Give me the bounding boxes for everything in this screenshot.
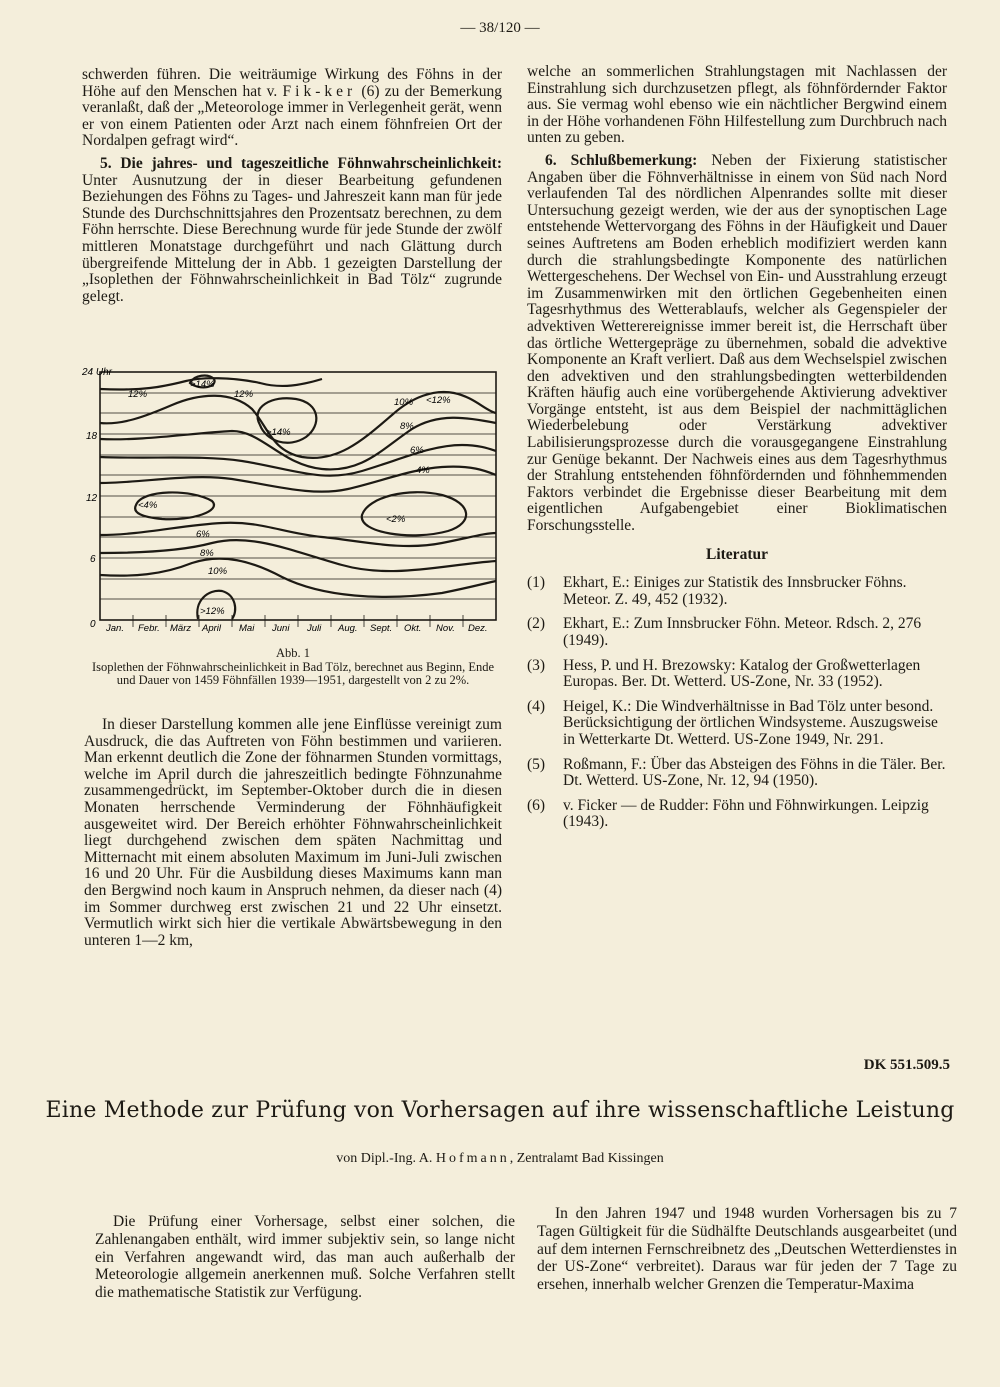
contour-4 (100, 467, 496, 492)
reference-number: (5) (527, 755, 546, 773)
reference-text: Heigel, K.: Die Windverhältnisse in Bad Tölz unter besond. Berücksichtigung der örtlichen Windsysteme. Auszugsweise in Wetterkarte Dt. Wetterd. US-Zone 1949, Nr. 291. (563, 697, 938, 748)
dk-classification: DK 551.509.5 (863, 1057, 950, 1073)
month-label: Mai (239, 623, 255, 634)
literature-heading: Literatur (706, 545, 768, 563)
contour-label: 8% (400, 421, 414, 432)
y-tick-label: 12 (86, 493, 98, 504)
text-run: (6) zu der Bemerkung veranlaßt, daß der „Meteorologe immer in Verlegenheit gerät, wenn er von einem Patienten oder Arzt nach einem föhnfreien Ort der Nordalpen gefragt wird“. (82, 82, 502, 150)
month-label: Okt. (404, 623, 422, 634)
contour-label: 10% (394, 397, 414, 408)
paragraph (82, 67, 502, 150)
contour-label: <12% (426, 395, 451, 406)
right-column (527, 64, 947, 839)
reference-item (527, 798, 947, 831)
contour-label: 8% (200, 548, 214, 559)
contour-8 (100, 418, 496, 470)
month-label: Febr. (138, 623, 160, 634)
paragraph: welche an sommerlichen Strahlungstagen mit Nachlassen der Einstrahlung sich durchzusetzen pflegt, als föhnfördernder Faktor aus. Sie vermag wohl ebenso wie ein nächtlicher Bergwind einem in der Höhe vorhandenen Föhn Hilfestellung zum Durchbruch nach unten zu geben. (527, 63, 947, 147)
month-label: Juni (272, 623, 290, 634)
text-run: schwerden führen. Die weiträumige Wirkung des Föhns in der Höhe auf den Menschen hat v. (82, 66, 502, 100)
paragraph: In den Jahren 1947 und 1948 wurden Vorhersagen bis zu 7 Tagen Gültigkeit für die Südhälfte Deutschlands ausgearbeitet (und auf dem internen Fernschreibnetz des „Deutschen Wetterdienstes in der US-Zone“ verbreitet). Daraus war für jeden der 7 Tage zu ersehen, innerhalb welcher Grenzen die Temperatur-Maxima (537, 1205, 957, 1294)
month-label: Aug. (338, 623, 358, 634)
paragraph: In dieser Darstellung kommen alle jene Einflüsse vereinigt zum Ausdruck, die das Auftreten von Föhn bestimmen und variieren. Man erkennt deutlich die Zone der föhnarmen Stunden vormittags, welche im April durch die jahreszeitlich bedingte Föhnzunahme zusammengedrückt, im September-Oktober durch die in diesen Monaten herrschende Verminderung der Föhnhäufigkeit ausgeweitet wird. Der Bereich erhöhter Föhnwahrscheinlichkeit liegt durchgehend zwischen dem späten Nachmittag und Mitternacht mit einem absoluten Maximum im Juni-Juli zwischen 16 und 20 Uhr. Für die Ausbildung dieses Maximums kann man den Bergwind noch kaum in Anspruch nehmen, da dieser nach (4) im Sommer durchweg erst zwischen 21 und 22 Uhr einsetzt. Vermutlich wirkt sich hier die vertikale Abwärtsbewegung in den unteren 1—2 km, (84, 716, 502, 949)
byline-affiliation: , Zentralamt Bad Kissingen (509, 1151, 664, 1166)
text-run: Neben der Fixierung statistischer Angaben über die Föhnverhältnisse in einem von Süd nach Nord verlaufenden Tal des nördlichen Alpenrandes sollte mit dieser Untersuchung gezeigt werden, wie der aus der synoptischen Lage entstehende Wettervorgang des Föhns in der Häufigkeit und Dauer seines Auftretens am Boden erheblich modifiziert werden kann durch die strahlungsbedingte Komponente des natürlichen Wettergeschehens. Der Wechsel von Ein- und Ausstrahlung erzeugt im Zusammenwirken mit den örtlichen Gegebenheiten einen Tagesrhythmus des Wetterablaufs, welcher als Gegenspieler der advektiven Wetterereignisse immer bereit ist, die Herrschaft über das örtliche Wettergepräge zu übernehmen, sobald die advektive Komponente an Kraft verliert. Daß aus dem Wechselspiel zwischen den advektiven und den strahlungsbedingten wetterbildenden Kräften häufig auch eine vorübergehende Aktivierung advektiver Vorgänge entsteht, ist aus dem Beispiel der nachmittäglichen Wiederbelebung oder Verstärkung advektiver Labilisierungsprozesse durch die vorausgegangene Einstrahlung zur Genüge bekannt. Der Nachweis eines aus dem Tagesrhythmus der Strahlung entstehenden föhnfördernden und föhnhemmenden Faktors verbindet die Ergebnisse dieser Bearbeitung mit dem eigentlichen Aufgabengebiet einer Bioklimatischen Forschungsstelle. (527, 151, 947, 535)
caption-title: Abb. 1 (275, 646, 311, 660)
caption-text: Isoplethen der Föhnwahrscheinlichkeit in Bad Tölz, berechnet aus Beginn, Ende und Dauer von 1459 Föhnfällen 1939—1951, dargestellt von 2 zu 2%. (91, 659, 495, 687)
page-number: — 38/120 — (460, 20, 540, 36)
reference-item (527, 658, 947, 691)
y-tick-label: 18 (86, 431, 98, 442)
contour-label: 4% (416, 465, 430, 476)
reference-list (527, 575, 947, 831)
article-right-column (537, 1205, 957, 1294)
contour-6 (100, 445, 496, 476)
article-left-column (95, 1213, 515, 1302)
y-tick-label: 0 (90, 619, 96, 630)
y-tick-label: 24 Uhr (82, 367, 113, 378)
contour-lt2 (362, 492, 466, 535)
figure-caption (82, 647, 504, 688)
month-label: Jan. (106, 623, 124, 634)
month-label: Nov. (436, 623, 455, 634)
reference-number: (6) (527, 796, 546, 814)
contour-label: >12% (200, 606, 225, 617)
month-label: Sept. (370, 623, 393, 634)
paragraph: Die Prüfung einer Vorhersage, selbst einer solchen, die Zahlenangaben enthält, wird immer subjektiv sein, so lange nicht ein Verfahren angewandt wird, das man auch außerhalb der Meteorologie allgemein anerkennen muß. Solche Verfahren stellt die mathematische Statistik zur Verfügung. (95, 1213, 515, 1302)
contour-label: 12% (234, 389, 254, 400)
reference-item (527, 757, 947, 790)
isopleth-contours (100, 376, 496, 619)
contour-label: 10% (208, 566, 228, 577)
contour-label: <2% (386, 514, 406, 525)
left-column-upper (82, 67, 502, 305)
reference-item (527, 616, 947, 649)
y-tick-label: 6 (90, 554, 96, 565)
reference-text: v. Ficker — de Rudder: Föhn und Föhnwirkungen. Leipzig (1943). (563, 796, 929, 831)
reference-number: (3) (527, 656, 546, 674)
reference-text: Hess, P. und H. Brezowsky: Katalog der Großwetterlagen Europas. Ber. Dt. Wetterd. US-Zone, Nr. 33 (1952). (563, 656, 921, 691)
reference-number: (4) (527, 697, 546, 715)
month-label: März (170, 623, 192, 634)
byline-prefix: von Dipl.-Ing. A. (336, 1151, 436, 1166)
contour-label: 12% (128, 389, 148, 400)
reference-text: Ekhart, E.: Einiges zur Statistik des Innsbrucker Föhns. Meteor. Z. 49, 452 (1932). (563, 574, 907, 608)
contour-label: 6% (196, 529, 210, 540)
reference-text: Roßmann, F.: Über das Absteigen des Föhns in die Täler. Ber. Dt. Wetterd. US-Zone, Nr. 12, 94 (1950). (563, 755, 946, 790)
author-name: Fik-ker (282, 82, 357, 100)
isopleth-chart (82, 365, 504, 637)
article-title: Eine Methode zur Prüfung von Vorhersagen auf ihre wissenschaftliche Leistung (45, 1098, 955, 1123)
author-name: Hofmann (435, 1151, 510, 1166)
reference-item (527, 699, 947, 749)
isopleth-figure (82, 365, 504, 637)
reference-number: (2) (527, 615, 546, 633)
contour-10-lower (100, 559, 496, 597)
reference-item (527, 575, 947, 608)
article-byline (0, 1151, 1000, 1167)
left-column-lower (84, 717, 502, 949)
reference-text: Ekhart, E.: Zum Innsbrucker Föhn. Meteor. Rdsch. 2, 276 (1949). (563, 615, 922, 649)
contour-label: >14% (266, 427, 291, 438)
contour-label: <4% (138, 500, 158, 511)
text-run: Unter Ausnutzung der in dieser Bearbeitung gefundenen Beziehungen des Föhns zu Tages- und Jahreszeit kann man für jede Stunde des Durchschnittsjahres den Prozentsatz berechnen, zu dem Föhn herrschte. Diese Berechnung wurde für jede Stunde der zwölf mittleren Monatstage durchgeführt und nach Glättung durch übergreifende Mittelung der in Abb. 1 gezeigten Darstellung der „Isoplethen der Föhnwahrscheinlichkeit in Bad Tölz“ zugrunde gelegt. (82, 171, 502, 305)
section-heading: 6. Schlußbemerkung: (545, 151, 698, 169)
month-label: Juli (307, 623, 322, 634)
month-label: Dez. (468, 623, 488, 634)
reference-number: (1) (527, 574, 546, 592)
contour-label: 6% (410, 445, 424, 456)
month-label: April (202, 623, 222, 634)
contour-label: >14% (190, 379, 215, 390)
section-heading: 5. Die jahres- und tageszeitliche Föhnwahrscheinlichkeit: (100, 154, 502, 172)
section-6 (527, 153, 947, 535)
section-5 (82, 156, 502, 305)
